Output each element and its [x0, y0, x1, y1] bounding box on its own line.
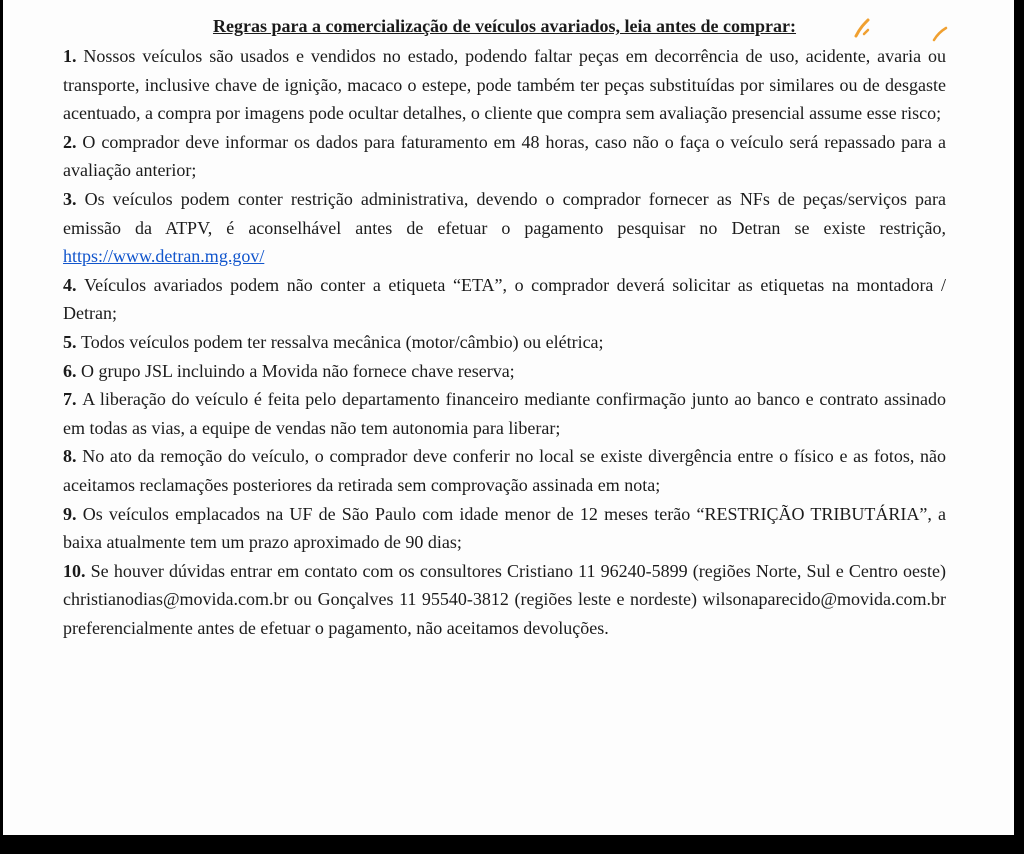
rule-number: 5.	[63, 331, 81, 352]
rule-number: 1.	[63, 46, 84, 66]
rule-paragraph-9	[63, 500, 946, 557]
rule-paragraph-7	[63, 385, 946, 442]
rule-text: Os veículos podem conter restrição administrativa, devendo o comprador fornecer as NFs de peças/serviços para emissão da ATPV, é aconselhável antes de efetuar o pagamento pesquisar no Detran se existe restrição,	[63, 188, 947, 238]
rule-text: Os veículos emplacados na UF de São Paulo com idade menor de 12 meses terão “RESTRIÇÃO TRIBUTÁRIA”, a baixa atualmente tem um prazo aproximado de 90 dias;	[63, 503, 947, 553]
rule-number: 8.	[63, 446, 83, 467]
rule-paragraph-10	[63, 557, 946, 643]
rule-paragraph-5	[63, 328, 946, 357]
rule-paragraph-3	[63, 185, 946, 271]
detran-link[interactable]: https://www.detran.mg.gov/	[63, 246, 265, 267]
rule-number: 10.	[63, 560, 91, 581]
rule-text: O comprador deve informar os dados para faturamento em 48 horas, caso não o faça o veículo será repassado para a avaliação anterior;	[63, 131, 946, 181]
rule-text: No ato da remoção do veículo, o comprador deve conferir no local se existe divergência entre o físico e as fotos, não aceitamos reclamações posteriores da retirada sem comprovação assinada em nota;	[63, 446, 947, 495]
document-title: Regras para a comercialização de veículos avariados, leia antes de comprar:	[212, 16, 797, 36]
rules-list	[63, 42, 946, 642]
rule-text: Todos veículos podem ter ressalva mecânica (motor/câmbio) ou elétrica;	[81, 331, 604, 352]
rule-paragraph-4	[63, 271, 946, 328]
rule-number: 3.	[63, 188, 85, 209]
rule-number: 9.	[63, 503, 83, 524]
rule-number: 6.	[63, 360, 81, 381]
rule-text: Se houver dúvidas entrar em contato com os consultores Cristiano 11 96240-5899 (regiões Norte, Sul e Centro oeste) christianodias@movida.com.br ou Gonçalves 11 95540-3812 (regiões leste e nordeste) wilsonaparecido@movida.com.br preferencialmente antes de efetuar o pagamento, não aceitamos devoluções.	[63, 560, 947, 638]
rule-paragraph-2	[63, 128, 946, 185]
document-page	[3, 0, 1014, 835]
rule-text: Veículos avariados podem não conter a etiqueta “ETA”, o comprador deverá solicitar as etiquetas na montadora / Detran;	[63, 274, 946, 324]
rule-paragraph-6	[63, 357, 946, 386]
rule-paragraph-8	[63, 442, 946, 499]
rule-text: A liberação do veículo é feita pelo departamento financeiro mediante confirmação junto ao banco e contrato assinado em todas as vias, a equipe de vendas não tem autonomia para liberar;	[63, 389, 946, 438]
rule-number: 7.	[63, 389, 83, 410]
rule-number: 4.	[63, 274, 85, 295]
rule-paragraph-1	[63, 42, 946, 128]
rule-text: Nossos veículos são usados e vendidos no estado, podendo faltar peças em decorrência de uso, acidente, avaria ou transporte, inclusive chave de ignição, macaco o estepe, pode também ter peças substituídas por similares ou de desgaste acentuado, a compra por imagens pode ocultar detalhes, o cliente que compra sem avaliação presencial assume esse risco;	[63, 46, 947, 124]
rule-number: 2.	[63, 131, 83, 152]
rule-text: O grupo JSL incluindo a Movida não fornece chave reserva;	[81, 360, 515, 381]
